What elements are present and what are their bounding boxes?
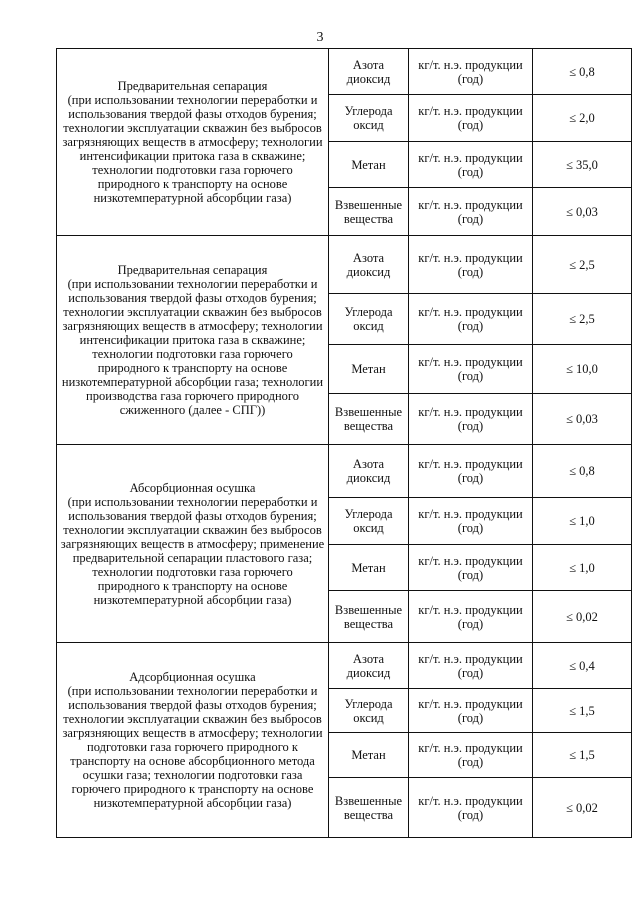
process-title: Адсорбционная осушка [129, 670, 256, 684]
process-title: Предварительная сепарация [117, 79, 268, 93]
unit-cell: кг/т. н.э. продукции (год) [409, 445, 533, 498]
process-title: Абсорбционная осушка [129, 480, 256, 495]
value-cell: ≤ 1,0 [533, 498, 632, 545]
substance-cell: Азота диоксид [329, 236, 409, 294]
unit-cell: кг/т. н.э. продукции (год) [409, 545, 533, 591]
substance-cell: Взвешенные вещества [329, 188, 409, 236]
process-description: (при использовании технологии переработки и использования твердой фазы отходов бурения; технологии эксплуатации скважин без выбросов загрязняющих веществ в атмосферу; применение предварительной сепарации пластового газа; технологии подготовки газа горючего природного к транспорту на основе низкотемпературной абсорбции газа) [60, 494, 325, 607]
process-cell [57, 445, 329, 643]
substance-cell: Углерода оксид [329, 294, 409, 345]
process-description: (при использовании технологии переработки и использования твердой фазы отходов бурения; технологии эксплуатации скважин без выбросов загрязняющих веществ в атмосферу; технологии интенсификации притока газа в скважине; технологии подготовки газа горючего природного к транспорту на основе низкотемпературной абсорбции газа) [62, 93, 323, 205]
unit-cell: кг/т. н.э. продукции (год) [409, 95, 533, 142]
value-cell: ≤ 0,02 [533, 778, 632, 838]
unit-cell: кг/т. н.э. продукции (год) [409, 498, 533, 545]
unit-cell: кг/т. н.э. продукции (год) [409, 643, 533, 689]
value-cell: ≤ 10,0 [533, 345, 632, 394]
unit-cell: кг/т. н.э. продукции (год) [409, 345, 533, 394]
substance-cell: Взвешенные вещества [329, 778, 409, 838]
substance-cell: Метан [329, 733, 409, 778]
value-cell: ≤ 0,4 [533, 643, 632, 689]
page-number: 3 [316, 30, 324, 45]
unit-cell: кг/т. н.э. продукции (год) [409, 294, 533, 345]
table-row [57, 643, 632, 689]
unit-cell: кг/т. н.э. продукции (год) [409, 188, 533, 236]
value-cell: ≤ 0,8 [533, 445, 632, 498]
substance-cell: Углерода оксид [329, 689, 409, 733]
substance-cell: Метан [329, 545, 409, 591]
value-cell: ≤ 0,03 [533, 188, 632, 236]
table-row [57, 445, 632, 498]
value-cell: ≤ 2,0 [533, 95, 632, 142]
substance-cell: Взвешенные вещества [329, 591, 409, 643]
table-row [57, 49, 632, 95]
unit-cell: кг/т. н.э. продукции (год) [409, 591, 533, 643]
process-title: Предварительная сепарация [117, 263, 268, 277]
value-cell: ≤ 0,02 [533, 591, 632, 643]
unit-cell: кг/т. н.э. продукции (год) [409, 394, 533, 445]
table-row [57, 236, 632, 294]
substance-cell: Метан [329, 345, 409, 394]
value-cell: ≤ 0,03 [533, 394, 632, 445]
substance-cell: Азота диоксид [329, 49, 409, 95]
value-cell: ≤ 0,8 [533, 49, 632, 95]
unit-cell: кг/т. н.э. продукции (год) [409, 778, 533, 838]
value-cell: ≤ 35,0 [533, 142, 632, 188]
process-cell [57, 643, 329, 838]
process-description: (при использовании технологии переработки и использования твердой фазы отходов бурения; технологии эксплуатации скважин без выбросов загрязняющих веществ в атмосферу; технологии подготовки газа горючего природного к транспорту на основе абсорбционного метода осушки газа; технологии подготовки газа горючего природного к транспорту на основе низкотемпературной абсорбции газа) [62, 684, 323, 810]
value-cell: ≤ 2,5 [533, 236, 632, 294]
unit-cell: кг/т. н.э. продукции (год) [409, 733, 533, 778]
value-cell: ≤ 1,0 [533, 545, 632, 591]
emissions-table [56, 48, 632, 838]
substance-cell: Метан [329, 142, 409, 188]
unit-cell: кг/т. н.э. продукции (год) [409, 49, 533, 95]
unit-cell: кг/т. н.э. продукции (год) [409, 142, 533, 188]
substance-cell: Азота диоксид [329, 445, 409, 498]
substance-cell: Азота диоксид [329, 643, 409, 689]
process-cell [57, 236, 329, 445]
value-cell: ≤ 1,5 [533, 689, 632, 733]
substance-cell: Взвешенные вещества [329, 394, 409, 445]
value-cell: ≤ 1,5 [533, 733, 632, 778]
unit-cell: кг/т. н.э. продукции (год) [409, 236, 533, 294]
unit-cell: кг/т. н.э. продукции (год) [409, 689, 533, 733]
substance-cell: Углерода оксид [329, 498, 409, 545]
process-description: (при использовании технологии переработки и использования твердой фазы отходов бурения; технологии эксплуатации скважин без выбросов загрязняющих веществ в атмосферу; технологии интенсификации притока газа в скважине; технологии подготовки газа горючего природного к транспорту на основе низкотемпературной абсорбции газа; технологии производства газа горючего природного сжиженного (далее - СПГ)) [61, 277, 324, 417]
substance-cell: Углерода оксид [329, 95, 409, 142]
process-cell [57, 49, 329, 236]
value-cell: ≤ 2,5 [533, 294, 632, 345]
